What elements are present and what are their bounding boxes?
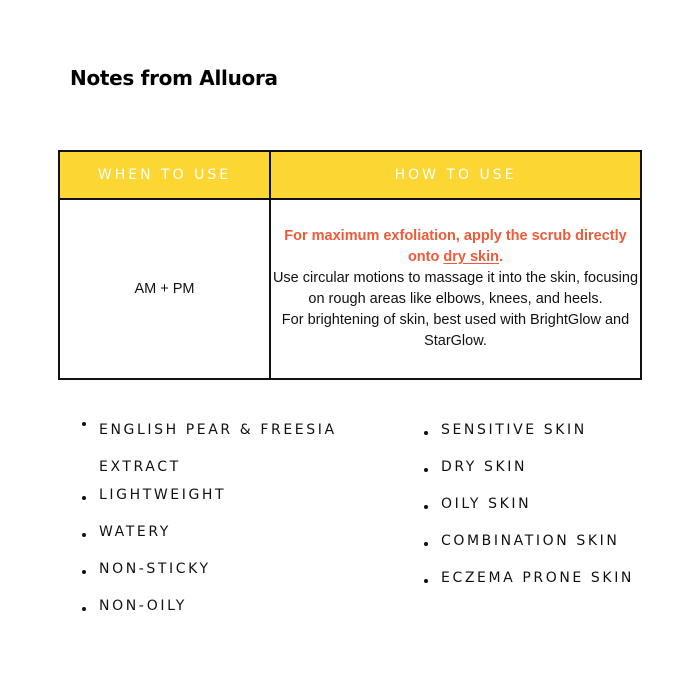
list-item-text: LIGHTWEIGHT [99,487,227,503]
highlight-instruction [272,226,639,268]
table-header-row [59,151,641,199]
list-item-text: COMBINATION SKIN [441,533,620,549]
header-how-to-use: HOW TO USE [270,151,641,199]
highlight-text: For maximum exfoliation, apply the scrub directly onto [284,228,627,265]
list-item-text: NON-OILY [99,598,187,614]
list-item [82,597,372,616]
list-item [424,421,684,440]
features-list [82,421,372,634]
list-item-text: ENGLISH PEAR & FREESIA EXTRACT [99,422,337,475]
list-item [82,486,372,505]
massage-instruction: Use circular motions to massage it into the skin, focusing on rough areas like elbows, knees, and heels. [272,270,639,307]
list-item [82,560,372,579]
pairing-instruction: For brightening of skin, best used with BrightGlow and StarGlow. [281,312,630,349]
skin-types-list [424,421,684,606]
list-item [424,532,684,551]
usage-table [58,150,642,380]
list-item [82,412,354,486]
list-item [82,523,372,542]
list-item-text: OILY SKIN [441,496,532,512]
list-item [424,495,684,514]
list-item-text: WATERY [99,524,171,540]
highlight-underlined-text: dry skin [443,249,499,265]
list-item-text: DRY SKIN [441,459,528,475]
highlight-suffix: . [499,249,504,265]
list-item [424,569,684,588]
when-to-use-value: AM + PM [59,199,270,379]
list-item [424,458,684,477]
list-item-text: NON-STICKY [99,561,211,577]
header-when-to-use: WHEN TO USE [59,151,270,199]
page-title: Notes from Alluora [70,66,278,90]
how-to-use-value [270,199,641,379]
table-row [59,199,641,379]
list-item-text: SENSITIVE SKIN [441,422,587,438]
list-item-text: ECZEMA PRONE SKIN [441,570,634,586]
